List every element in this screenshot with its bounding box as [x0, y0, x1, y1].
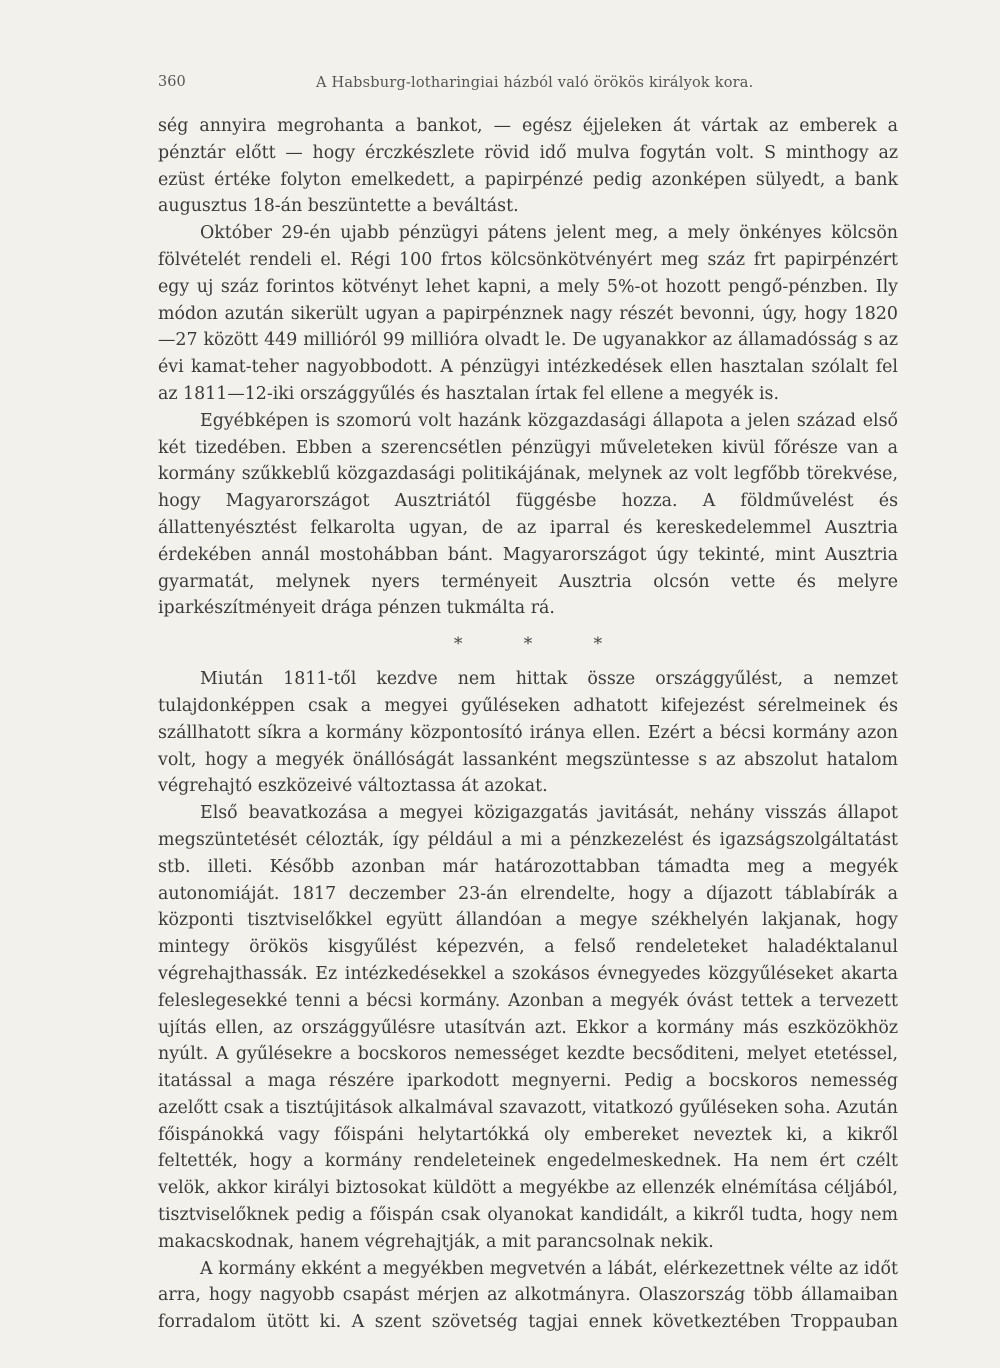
running-title: A Habsburg-lotharingiai házból való örökös királyok kora.: [316, 75, 754, 91]
page-header: [158, 74, 900, 98]
page-number: 360: [158, 74, 186, 90]
paragraph-1: ség annyira megrohanta a bankot, — egész éjjeleken át vártak az emberek a pénztár előtt — hogy érczkészlete rövid idő mulva fogytán volt. S minthogy az ezüst értéke folyton emelkedett, a papirpénzé pedig azonképen sülyedt, a bank augusztus 18-án beszüntette a beváltást.: [158, 116, 898, 217]
paragraph-6: A kormány ekként a megyékben megvetvén a lábát, elérkezettnek vélte az időt arra, hogy nagyobb csapást mérjen az alkotmányra. Olaszország több államaiban forradalom ütött ki. A szent szövetség tagjai ennek következtében Troppauban: [158, 1258, 898, 1333]
section-separator: * * *: [453, 634, 631, 655]
paragraph-5: Első beavatkozása a megyei közigazgatás javitását, nehány visszás állapot megszüntetését célozták, így például a mi a pénzkezelést és igazságszolgáltatást stb. illeti. Később azonban már határozottabban támadta meg a megyék autonomiáját. 1817 deczember 23-án elrendelte, hogy a díjazott táblabírák a központi tisztviselőkkel együtt állandóan a megye székhelyén lakjanak, hogy mintegy örökös kisgyűlést képezvén, a felső rendeleteket haladéktalanul végrehajthassák. Ez intézkedésekkel a szokásos évnegyedes közgyűléseket akarta feleslegesekké tenni a bécsi kormány. Azonban a megyék óvást tettek a tervezett ujítás ellen, az országgyűlésre utasítván azt. Ekkor a kormány más eszközökhöz nyúlt. A gyűlésekre a bocskoros nemességet kezdte becsőditeni, melyet etetéssel, itatással a maga részére iparkodott megnyerni. Pedig a bocskoros nemesség azelőtt csak a tisztújitások alkalmával szavazott, vitatkozó gyűléseken soha. Azután főispánokká vagy főispáni helytartókká oly embereket neveztek ki, a kikről feltették, hogy a kormány rendeleteinek engedelmeskednek. Ha nem ért czélt velök, akkor királyi biztosokat küldött a megyékbe az ellenzék elnémítása céljából, tisztviselőknek pedig a főispán csak olyanokat kandidált, a kikről tudta, hogy nem makacskodnak, hanem végrehajtják, a mit parancsolnak nekik.: [158, 803, 898, 1252]
paragraph-3: Egyébképen is szomorú volt hazánk közgazdasági állapota a jelen század első két tizedében. Ebben a szerencsétlen pénzügyi műveleteken kivül főrésze van a kormány szűkkeblű közgazdasági politikájának, melynek az volt legfőbb törekvése, hogy Magyarországot Ausztriától függésbe hozza. A földművelést és állattenyésztést felkarolta ugyan, de az iparral és kereskedelemmel Ausztria érdekében annál mostohábban bánt. Magyarországot úgy tekinté, mint Ausztria gyarmatát, melynek nyers terményeit Ausztria olcsón vette és melyre iparkészítményeit drága pénzen tukmálta rá.: [158, 410, 898, 619]
body-text: [158, 113, 898, 1336]
paragraph-2: Október 29-én ujabb pénzügyi pátens jelent meg, a mely önkényes kölcsön fölvételét rendeli el. Régi 100 frtos kölcsönkötvényért meg száz frt papirpénzért egy uj száz forintos kötvényt lehet kapni, a mely 5%-ot hozott pengő-pénzben. Ily módon azután sikerült ugyan a papirpénznek nagy részét bevonni, úgy, hogy 1820—27 között 449 millióról 99 millióra olvadt le. De ugyanakkor az államadósság s az évi kamat-teher nagyobbodott. A pénzügyi intézkedések ellen hasztalan szólalt fel az 1811—12-iki országgyűlés és hasztalan írtak fel ellene a megyék is.: [158, 223, 898, 404]
paragraph-4: Miután 1811-től kezdve nem hittak össze országgyűlést, a nemzet tulajdonképpen csak a megyei gyűléseken adhatott kifejezést sérelmeinek és szállhatott síkra a kormány központosító iránya ellen. Ezért a bécsi kormány azon volt, hogy a megyék önállóságát lassanként megszüntesse s az abszolut hatalom végrehajtó eszközeivé változtassa át azokat.: [158, 669, 898, 797]
